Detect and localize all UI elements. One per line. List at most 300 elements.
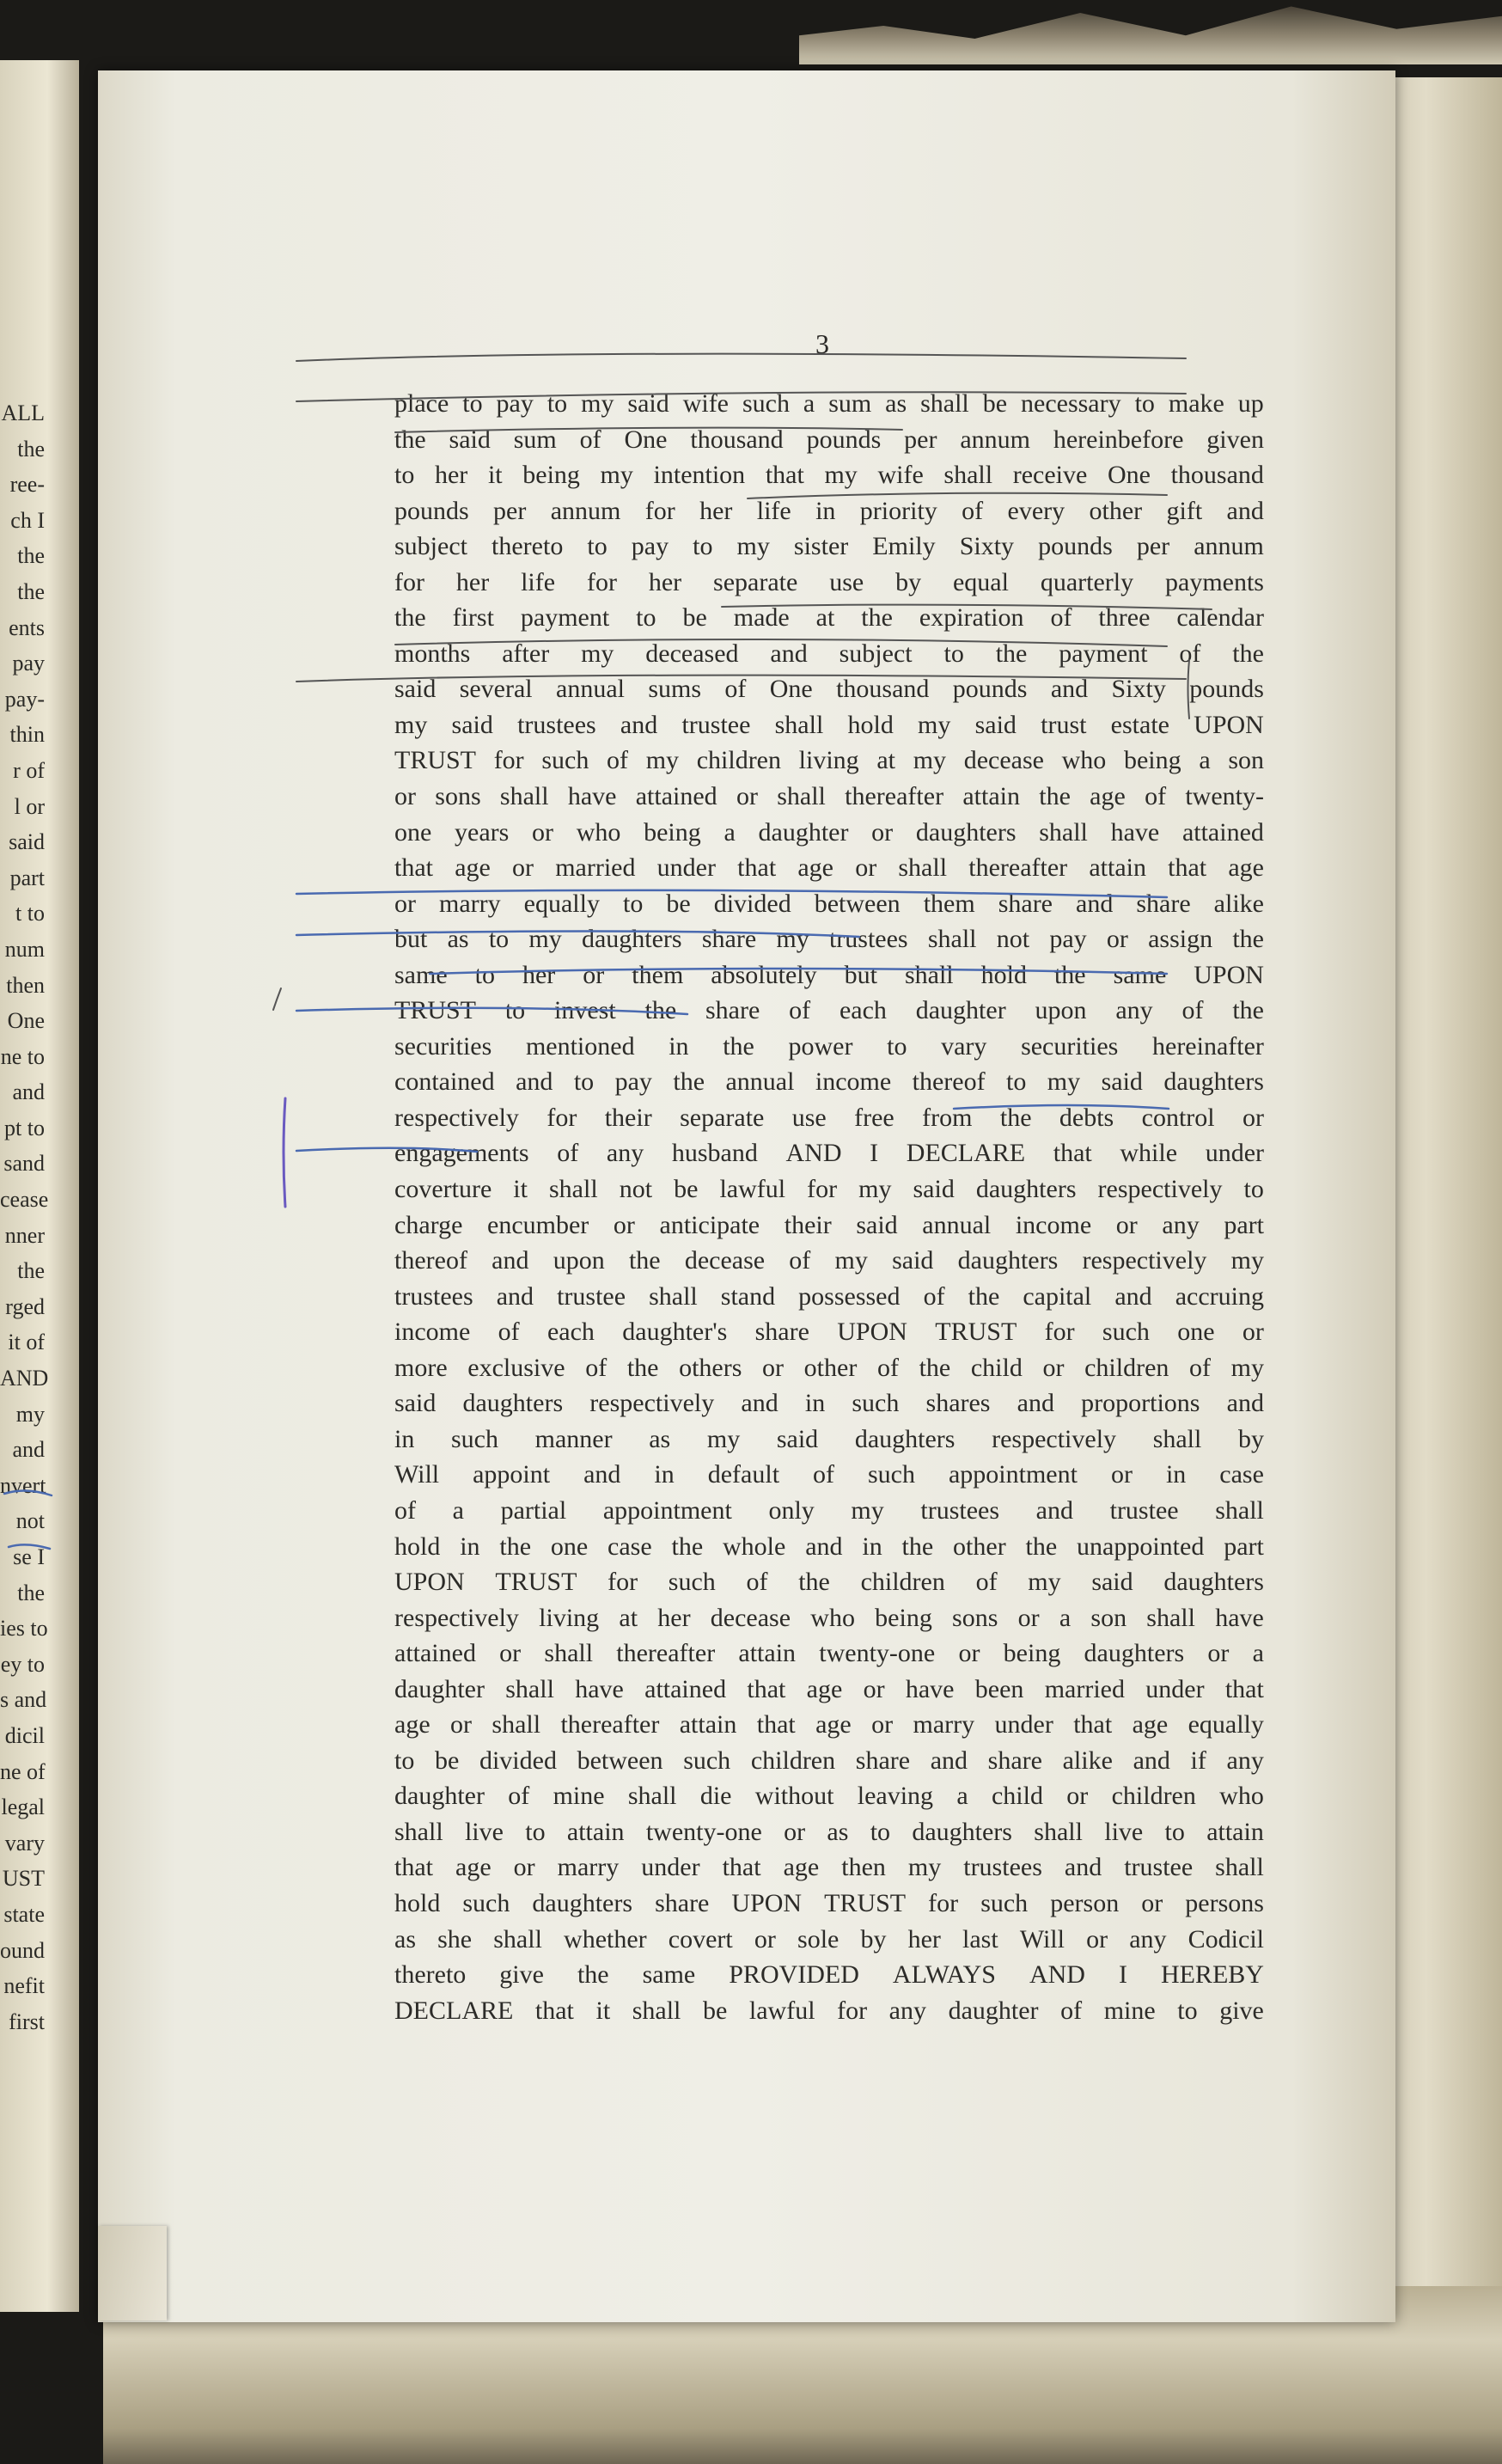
word: shall	[920, 389, 969, 418]
word: to	[394, 461, 415, 490]
word: shares	[925, 1389, 991, 1418]
word: appointment	[948, 1460, 1078, 1489]
word: for	[608, 1568, 638, 1597]
word: shall	[505, 1674, 554, 1703]
word: under	[1205, 1139, 1264, 1168]
word: one	[394, 817, 432, 847]
word: share	[998, 889, 1053, 918]
word: life	[756, 496, 791, 525]
left-page-fragment: sand	[3, 1151, 45, 1177]
word: or	[871, 1710, 894, 1739]
word: persons	[1185, 1888, 1264, 1917]
word: by	[895, 567, 922, 596]
word: pounds	[1189, 675, 1264, 704]
word: daughter	[758, 817, 849, 847]
word: my	[1028, 1568, 1061, 1597]
word: TRUST	[935, 1318, 1017, 1347]
word: daughter's	[622, 1318, 728, 1347]
word: for	[394, 567, 424, 596]
word: a	[452, 1495, 464, 1525]
word: her	[699, 496, 733, 525]
word: or	[1066, 1782, 1089, 1811]
word: attained	[635, 782, 717, 811]
word: one	[550, 1532, 589, 1561]
word: attain	[738, 1639, 797, 1668]
word: One	[624, 425, 668, 454]
word: living	[798, 746, 859, 775]
word: said	[627, 389, 669, 418]
word: marry	[439, 889, 501, 918]
word: a	[1059, 1603, 1072, 1632]
left-page-fragment: ne to	[0, 1043, 45, 1069]
word: such	[980, 1888, 1029, 1917]
word: under	[641, 1853, 700, 1882]
text-line	[394, 1743, 1264, 1779]
word: my	[394, 710, 428, 739]
word: their	[784, 1210, 832, 1239]
left-page-fragment: ree-	[9, 472, 45, 498]
word: have	[1215, 1603, 1264, 1632]
word: sons	[435, 782, 481, 811]
word: whole	[723, 1532, 786, 1561]
word: the	[919, 1353, 951, 1382]
text-line	[394, 1422, 1264, 1458]
word: place	[394, 389, 449, 418]
word: and	[492, 1246, 529, 1275]
left-page-fragment: t to	[15, 901, 45, 926]
word: UPON	[731, 1888, 803, 1917]
left-page-fragment: state	[3, 1901, 45, 1927]
word: daughters	[912, 1817, 1012, 1846]
word: share	[705, 996, 760, 1025]
word: then	[841, 1853, 886, 1882]
left-page-fragment: ch I	[10, 507, 45, 533]
word: every	[1007, 496, 1065, 525]
word: TRUST	[394, 746, 477, 775]
word: hold	[394, 1888, 441, 1917]
word: shall	[774, 710, 824, 739]
word: payment	[1059, 639, 1148, 668]
word: appointment	[602, 1495, 732, 1525]
word: at	[619, 1603, 638, 1632]
word: such	[541, 746, 589, 775]
word: the	[394, 425, 426, 454]
word: and	[583, 1460, 621, 1489]
word: or	[499, 1639, 522, 1668]
word: contained	[394, 1067, 495, 1097]
word: the	[1232, 996, 1264, 1025]
word: that	[394, 853, 433, 883]
word: son	[1090, 1603, 1127, 1632]
word: more	[394, 1353, 448, 1382]
word: daughters	[975, 1175, 1077, 1204]
text-line	[394, 815, 1264, 851]
word: and	[516, 1067, 553, 1097]
word: being	[522, 461, 580, 490]
word: or	[784, 1817, 806, 1846]
word: mine	[1103, 1996, 1156, 2025]
word: of	[1060, 1996, 1083, 2025]
word: payment	[520, 603, 610, 633]
word: have	[905, 1674, 955, 1703]
word: age	[455, 1853, 492, 1882]
word: daughters	[854, 1424, 956, 1453]
word: if	[1190, 1746, 1206, 1775]
text-line	[394, 1814, 1264, 1850]
word: for	[493, 746, 524, 775]
word: shall	[904, 960, 954, 989]
word: pay	[614, 1067, 652, 1097]
text-line	[394, 1957, 1264, 1993]
word: sums	[648, 675, 702, 704]
word: who	[810, 1603, 855, 1632]
word: in	[394, 1424, 415, 1453]
word: be	[982, 389, 1008, 418]
word: TRUST	[394, 996, 477, 1025]
word: any	[1129, 1924, 1167, 1953]
word: hold	[980, 960, 1027, 989]
word: my	[776, 925, 809, 954]
word: of	[789, 1246, 811, 1275]
word: the	[968, 1281, 1000, 1311]
word: as	[447, 925, 469, 954]
word: intention	[653, 461, 746, 490]
word: respectively	[589, 1389, 715, 1418]
word: such	[668, 1568, 716, 1597]
word: anticipate	[659, 1210, 760, 1239]
word: that	[722, 1853, 761, 1882]
word: or	[513, 1853, 535, 1882]
left-page-fragment: the	[17, 436, 45, 462]
word: to	[1177, 1996, 1198, 2025]
word: shall	[1152, 1424, 1202, 1453]
text-line	[394, 1385, 1264, 1422]
left-page-fragment: and	[12, 1079, 45, 1105]
word: possessed	[798, 1281, 901, 1311]
word: trustee	[681, 710, 751, 739]
word: of	[789, 996, 811, 1025]
text-line	[394, 707, 1264, 743]
word: for	[546, 1103, 577, 1132]
word: age	[797, 853, 833, 883]
word: married	[555, 853, 636, 883]
word: and	[1114, 1281, 1152, 1311]
left-page-fragment: r of	[13, 757, 45, 783]
word: have	[1110, 817, 1160, 847]
word: without	[754, 1782, 834, 1811]
word: daughters	[957, 1246, 1059, 1275]
text-line	[394, 565, 1264, 601]
word: to	[488, 925, 510, 954]
word: my	[736, 532, 770, 561]
word: give	[1219, 1996, 1264, 2025]
word: one	[1177, 1318, 1215, 1347]
left-page-fragment: vary	[4, 1830, 45, 1856]
word: being	[644, 817, 701, 847]
word: UPON	[1194, 960, 1264, 989]
word: person	[1050, 1888, 1120, 1917]
word: made	[733, 603, 790, 633]
word: twenty-one	[819, 1639, 936, 1668]
word: case	[1219, 1460, 1264, 1489]
word: trustees	[394, 1281, 473, 1311]
word: their	[604, 1103, 652, 1132]
word: Codicil	[1188, 1924, 1264, 1953]
text-line	[394, 1886, 1264, 1922]
word: to	[693, 532, 713, 561]
word: the	[995, 639, 1028, 668]
word: securities	[1021, 1031, 1119, 1061]
word: or	[855, 853, 877, 883]
text-line	[394, 529, 1264, 565]
word: vary	[941, 1031, 987, 1061]
word: of	[557, 1139, 579, 1168]
word: as	[827, 1817, 849, 1846]
word: such	[462, 1888, 510, 1917]
word: case	[608, 1532, 652, 1561]
word: trustees	[517, 710, 596, 739]
word: shall	[927, 925, 977, 954]
word: for	[644, 496, 675, 525]
word: living	[539, 1603, 600, 1632]
word: attain	[962, 782, 1020, 811]
word: last	[962, 1924, 998, 1953]
word: daughter	[394, 1782, 485, 1811]
word: shall	[627, 1782, 677, 1811]
word: not	[996, 925, 1030, 954]
word: in	[815, 496, 836, 525]
word: and	[1050, 675, 1089, 704]
text-line	[394, 1243, 1264, 1279]
word: to	[546, 389, 568, 418]
word: that	[747, 1674, 786, 1703]
word: per	[493, 496, 527, 525]
word: annum	[550, 496, 621, 525]
text-line	[394, 422, 1264, 458]
word: pay	[631, 532, 669, 561]
word: my	[706, 1424, 741, 1453]
word: and	[1133, 1746, 1170, 1775]
word: share	[754, 1318, 809, 1347]
word: up	[1237, 389, 1264, 418]
word: her	[907, 1924, 941, 1953]
text-line	[394, 1564, 1264, 1600]
word: thousand	[690, 425, 784, 454]
word: to	[462, 389, 483, 418]
word: to	[394, 1746, 415, 1775]
text-line	[394, 886, 1264, 922]
word: hereinbefore	[1053, 425, 1184, 454]
text-line	[394, 1600, 1264, 1636]
word: expiration	[919, 603, 1024, 633]
word: thereof	[912, 1067, 986, 1097]
word: it	[487, 461, 503, 490]
word: or	[532, 817, 554, 847]
word: that	[1073, 1710, 1113, 1739]
word: covert	[668, 1924, 733, 1953]
word: and	[620, 710, 658, 739]
word: in	[460, 1532, 480, 1561]
text-line	[394, 1993, 1264, 2029]
word: for	[807, 1175, 838, 1204]
word: daughter	[948, 1996, 1039, 2025]
word: said	[394, 675, 437, 704]
torn-paper-scrap	[799, 0, 1502, 64]
word: DECLARE	[394, 1996, 514, 2025]
word: several	[459, 675, 533, 704]
word: trustee	[1124, 1853, 1194, 1882]
word: shall	[898, 853, 948, 883]
word: a	[724, 817, 736, 847]
document-page	[98, 70, 1395, 2322]
word: my	[824, 461, 858, 490]
page-body-text	[394, 386, 1264, 2028]
word: of	[585, 1353, 608, 1382]
word: encumber	[487, 1210, 589, 1239]
word: my	[834, 1246, 868, 1275]
word: at	[815, 603, 835, 633]
word: hold	[847, 710, 894, 739]
word: to	[1243, 1175, 1264, 1204]
word: separate	[713, 567, 798, 596]
text-line	[394, 1850, 1264, 1886]
word: to	[870, 1817, 891, 1846]
word: her	[455, 567, 490, 596]
word: Sixty	[1111, 675, 1166, 704]
word: part	[1224, 1210, 1264, 1239]
text-line	[394, 779, 1264, 815]
word: each	[546, 1318, 595, 1347]
word: share	[1136, 889, 1191, 918]
word: daughters	[1163, 1568, 1264, 1597]
word: three	[1098, 603, 1151, 633]
word: pay	[496, 389, 534, 418]
word: shall	[1039, 817, 1088, 847]
word: or	[958, 1639, 980, 1668]
word: as	[649, 1424, 671, 1453]
word: the	[901, 1532, 934, 1561]
word: be	[666, 889, 691, 918]
word: the	[1232, 639, 1264, 668]
word: hereinafter	[1152, 1031, 1264, 1061]
word: or	[512, 853, 534, 883]
word: live	[464, 1817, 504, 1846]
word: or	[736, 782, 758, 811]
text-line	[394, 993, 1264, 1029]
word: or	[1243, 1103, 1264, 1132]
word: alike	[1213, 889, 1264, 918]
word: of	[1189, 1353, 1212, 1382]
word: wife	[682, 389, 729, 418]
word: thereafter	[560, 1710, 660, 1739]
word: of	[1179, 639, 1201, 668]
word: or	[1086, 1924, 1108, 1953]
text-line	[394, 1100, 1264, 1136]
word: whether	[564, 1924, 647, 1953]
word: per	[904, 425, 937, 454]
word: under	[1145, 1674, 1205, 1703]
word: be	[682, 603, 707, 633]
word: twenty-one	[645, 1817, 762, 1846]
word: receive	[1012, 461, 1088, 490]
word: shall	[632, 1996, 681, 2025]
word: but	[844, 960, 877, 989]
word: daughter	[394, 1674, 485, 1703]
word: and	[1226, 496, 1264, 525]
left-page-fragment: rged	[5, 1293, 45, 1319]
word: marry	[557, 1853, 620, 1882]
left-page-fragment: AND	[0, 1366, 49, 1391]
left-page-fragment: not	[15, 1508, 45, 1534]
word: and	[1226, 1389, 1264, 1418]
word: as	[885, 389, 907, 418]
word: decease	[684, 1246, 766, 1275]
word: to	[943, 639, 964, 668]
word: other	[1089, 496, 1143, 525]
word: share	[655, 1888, 710, 1917]
text-line	[394, 1350, 1264, 1386]
word: my	[581, 389, 614, 418]
word: shall	[394, 1817, 443, 1846]
word: sons	[952, 1603, 998, 1632]
word: PROVIDED	[729, 1960, 859, 1990]
left-page-fragment: ne of	[0, 1758, 46, 1784]
word: children	[860, 1568, 945, 1597]
word: by	[1238, 1424, 1264, 1453]
word: pounds	[952, 675, 1028, 704]
word: for	[837, 1996, 868, 2025]
word: my	[600, 461, 633, 490]
left-page-fragment: UST	[2, 1866, 45, 1892]
word: thereof	[394, 1246, 467, 1275]
word: any	[888, 1996, 926, 2025]
word: default	[707, 1460, 780, 1489]
left-facing-page	[0, 60, 79, 2312]
word: daughters	[1084, 1639, 1185, 1668]
word: of	[1050, 603, 1072, 633]
left-page-fragment: nvert	[0, 1472, 46, 1498]
word: and	[741, 1389, 778, 1418]
word: equally	[1188, 1710, 1264, 1739]
text-line	[394, 1707, 1264, 1743]
word: trustees	[920, 1495, 1000, 1525]
word: use	[791, 1103, 827, 1132]
word: said	[1101, 1067, 1143, 1097]
word: of	[746, 1568, 768, 1597]
left-page-fragment: nefit	[3, 1973, 45, 1999]
word: it	[513, 1175, 528, 1204]
word: proportions	[1081, 1389, 1200, 1418]
word: said	[394, 1389, 437, 1418]
word: shall	[499, 782, 549, 811]
word: she	[437, 1924, 473, 1953]
word: or	[394, 889, 416, 918]
word: engagements	[394, 1139, 529, 1168]
text-line	[394, 1778, 1264, 1814]
word: and	[1076, 889, 1114, 918]
word: AND	[785, 1139, 842, 1168]
left-page-fragment: ey to	[0, 1651, 45, 1677]
word: said	[856, 1210, 898, 1239]
word: Emily	[872, 532, 936, 561]
word: the	[577, 1960, 609, 1990]
word: children	[750, 1746, 836, 1775]
word: lawful	[748, 1996, 815, 2025]
word: daughters	[581, 925, 682, 954]
left-page-fragment: pt to	[4, 1115, 45, 1140]
word: said	[974, 710, 1017, 739]
word: shall	[1146, 1603, 1195, 1632]
